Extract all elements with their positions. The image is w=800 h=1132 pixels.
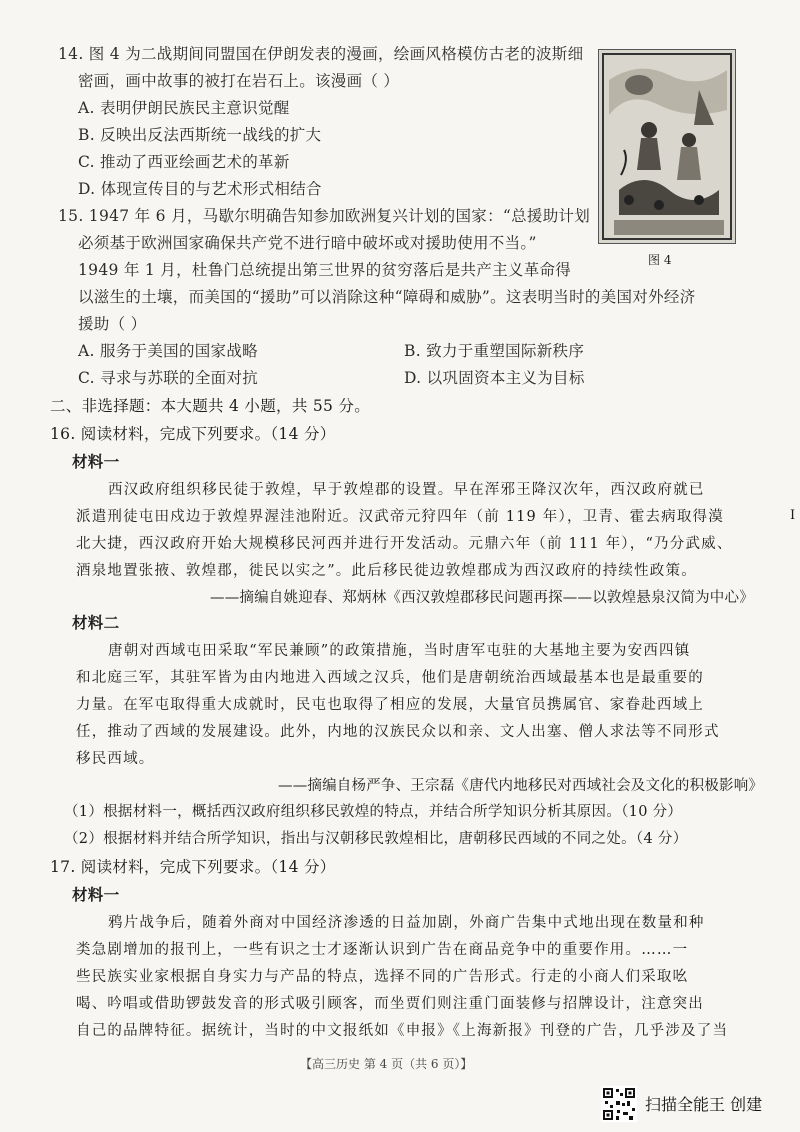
scanner-brand-label: 扫描全能王 创建 [645, 1095, 763, 1114]
q14-stem-line1: 14. 图 4 为二战期间同盟国在伊朗发表的漫画，绘画风格模仿古老的波斯细 [58, 45, 584, 63]
q16-heading: 16. 阅读材料，完成下列要求。（14 分） [50, 425, 336, 443]
q15-stem-line5: 援助（ ） [78, 315, 147, 333]
q17-material1-line3: 些民族实业家根据自身实力与产品的特点，选择不同的广告形式。行走的小商人们采取吆 [76, 969, 689, 985]
q16-material1-source: ——摘编自姚迎春、郑炳林《西汉敦煌郡移民问题再探——以敦煌悬泉汉简为中心》 [210, 590, 754, 606]
q15-option-d: D. 以巩固资本主义为目标 [404, 369, 585, 387]
q14-option-c: C. 推动了西亚绘画艺术的革新 [78, 153, 290, 171]
q17-material1-line1: 鸦片战争后，随着外商对中国经济渗透的日益加剧，外商广告集中式地出现在数量和种 [108, 915, 705, 931]
q15-option-b: B. 致力于重塑国际新秩序 [404, 342, 585, 360]
q16-subquestion-1: （1）根据材料一，概括西汉政府组织移民敦煌的特点，并结合所学知识分析其原因。（10 分） [64, 804, 683, 820]
page-footer: 【高三历史 第 4 页（共 6 页）】 [300, 1057, 473, 1071]
q17-material1-line2: 类急剧增加的报刊上，一些有识之士才逐渐认识到广告在商品竞争中的重要作用。……一 [76, 942, 689, 958]
right-margin-mark: I [790, 508, 796, 523]
q16-material2-line3: 力量。在军屯取得重大成就时，民屯也取得了相应的发展，大量官员携属官、家眷赴西域上 [76, 697, 704, 713]
q16-material2-line5: 移民西域。 [76, 751, 155, 767]
q16-material2-line2: 和北庭三军，其驻军皆为由内地进入西域之汉兵，他们是唐朝统治西域最基本也是最重要的 [76, 670, 704, 686]
q17-heading: 17. 阅读材料，完成下列要求。（14 分） [50, 858, 336, 876]
q16-material1-line3: 北大捷，西汉政府开始大规模移民河西并进行开发活动。元鼎六年（前 111 年），“乃分武威、 [76, 536, 733, 552]
q16-material1-label: 材料一 [72, 452, 120, 471]
q14-option-d: D. 体现宣传目的与艺术形式相结合 [78, 180, 322, 198]
q15-stem-line3: 1949 年 1 月，杜鲁门总统提出第三世界的贫穷落后是共产主义革命得 [78, 261, 572, 279]
qr-code-icon [601, 1086, 637, 1122]
q17-material1-line4: 喝、吟唱或借助锣鼓发音的形式吸引顾客，而坐贾们则注重门面装修与招牌设计，注意突出 [76, 996, 704, 1012]
section2-heading: 二、非选择题：本大题共 4 小题，共 55 分。 [50, 397, 370, 415]
q15-stem-line4: 以滋生的土壤，而美国的“援助”可以消除这种“障碍和威胁”。这表明当时的美国对外经济 [78, 288, 696, 306]
q16-material2-line4: 任，推动了西域的发展建设。此外，内地的汉族民众以和亲、文人出塞、僧人求法等不同形式 [76, 724, 720, 740]
q14-option-a: A. 表明伊朗民族民主意识觉醒 [78, 99, 290, 117]
q16-material2-line1: 唐朝对西域屯田采取“军民兼顾”的政策措施，当时唐军屯驻的大基地主要为安西四镇 [108, 643, 691, 659]
q16-material1-line4: 酒泉地置张掖、敦煌郡，徙民以实之”。此后移民徙边敦煌郡成为西汉政府的持续性政策。 [76, 563, 697, 579]
q15-option-a: A. 服务于美国的国家战略 [78, 342, 258, 360]
q15-option-c: C. 寻求与苏联的全面对抗 [78, 369, 259, 387]
q16-subquestion-2: （2）根据材料并结合所学知识，指出与汉朝移民敦煌相比，唐朝移民西域的不同之处。（4 分） [64, 831, 688, 847]
q14-option-b: B. 反映出反法西斯统一战线的扩大 [78, 126, 322, 144]
figure-4-caption: 图 4 [648, 253, 672, 267]
q14-stem-line2: 密画，画中故事的被打在岩石上。该漫画（ ） [78, 72, 400, 90]
q15-stem-line2: 必须基于欧洲国家确保共产党不进行暗中破坏或对援助使用不当。” [78, 234, 537, 252]
q16-material1-line1: 西汉政府组织移民徒于敦煌，早于敦煌郡的设置。早在浑邪王降汉次年，西汉政府就已 [108, 482, 705, 498]
q16-material2-label: 材料二 [72, 613, 120, 632]
persian-miniature-cartoon-image [599, 50, 735, 243]
q16-material1-line2: 派遣刑徒屯田戍边于敦煌界渥洼池附近。汉武帝元狩四年（前 119 年），卫青、霍去病取得漠 [76, 509, 724, 525]
q16-material2-source: ——摘编自杨严争、王宗磊《唐代内地移民对西域社会及文化的积极影响》 [278, 778, 764, 794]
q15-stem-line1: 15. 1947 年 6 月，马歇尔明确告知参加欧洲复兴计划的国家：“总援助计划 [58, 207, 591, 225]
q17-material1-line5: 自己的品牌特征。据统计，当时的中文报纸如《申报》《上海新报》刊登的广告，几乎涉及了当 [76, 1023, 729, 1039]
q17-material1-label: 材料一 [72, 885, 120, 904]
figure-4-cartoon [598, 49, 736, 244]
